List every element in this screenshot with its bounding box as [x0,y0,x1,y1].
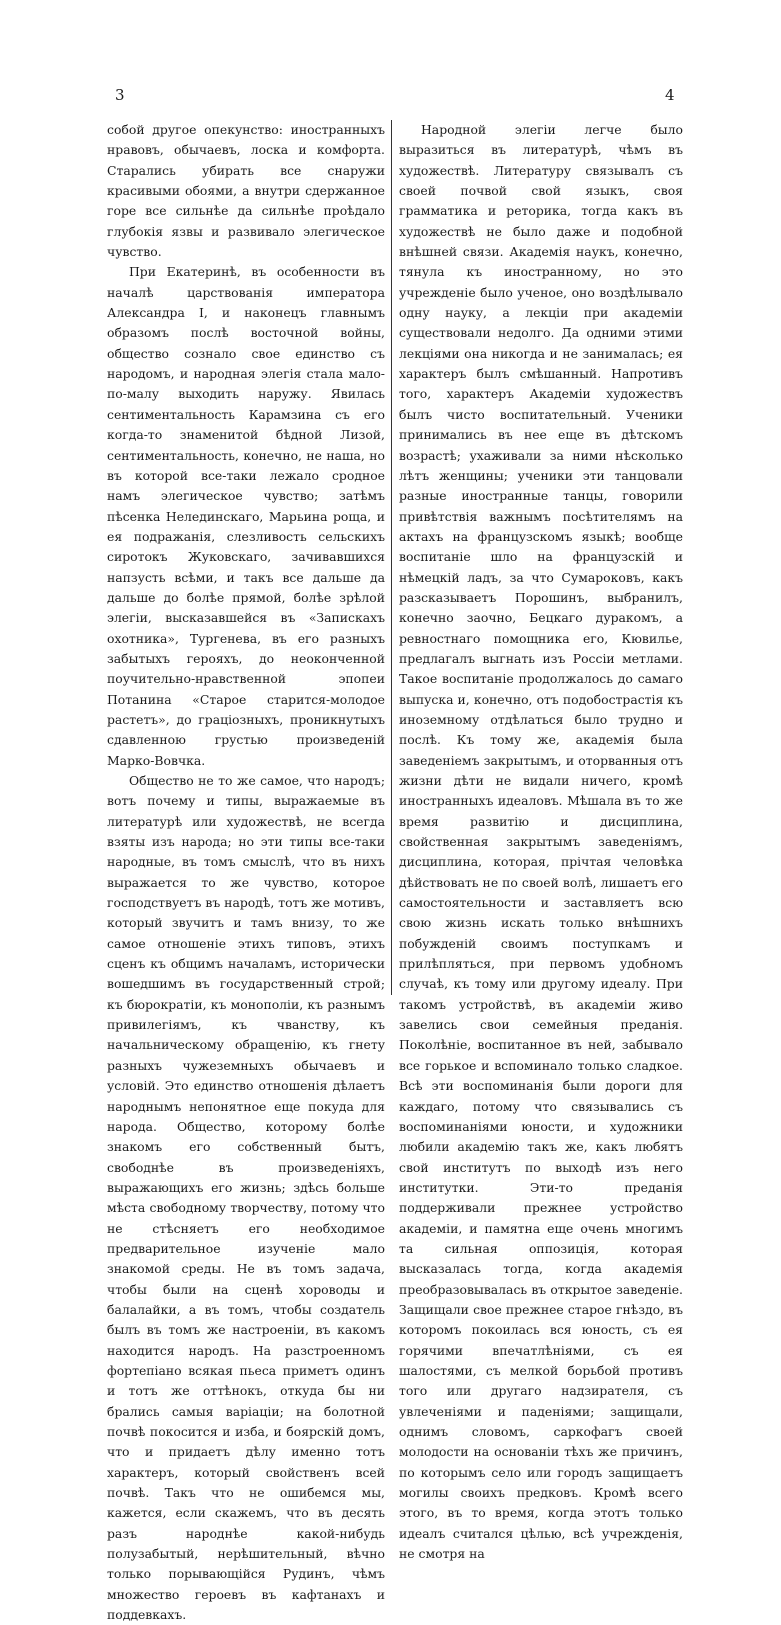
left-page-number: 3 [115,86,125,104]
column-divider [391,120,392,995]
right-page-number: 4 [665,86,675,104]
right-text-column [399,120,683,1564]
paragraph: Народной элегіи легче было выразиться въ литературѣ, чѣмъ въ художествѣ. Литературу связывалъ съ своей почвой свой языкъ, своя грамматика и реторика, тогда какъ въ художествѣ не было даже и подобной внѣшней связи. Академія наукъ, конечно, тянула къ иностранному, но это учрежденіе было ученое, оно воздѣлывало одну науку, а лекціи при академіи существовали недолго. Да одними этими лекціями она никогда и не занималась; ея характеръ былъ смѣшанный. Напротивъ того, характеръ Академіи художествъ былъ чисто воспитательный. Ученики принимались въ нее еще въ дѣтскомъ возрастѣ; ухаживали за ними нѣсколько лѣтъ женщины; ученики эти танцовали разные иностранные танцы, говорили привѣтствія важнымъ посѣтителямъ на актахъ на французскомъ языкѣ; вообще воспитаніе шло на французскій и нѣмецкій ладъ, за что Сумароковъ, какъ разсказываетъ Порошинъ, выбранилъ, конечно заочно, Бецкаго дуракомъ, а ревностнаго помощника его, Кювилье, предлагалъ выгнать изъ Россіи метлами. Такое воспитаніе продолжалось до самаго выпуска и, конечно, отъ подобострастія къ иноземному отдѣлаться было трудно и послѣ. Къ тому же, академія была заведеніемъ закрытымъ, и оторванныя отъ жизни дѣти не видали ничего, кромѣ иностранныхъ идеаловъ. Мѣшала въ то же время развитію и дисциплина, свойственная закрытымъ заведеніямъ, дисциплина, которая, прічтая человѣка дѣйствовать не по своей волѣ, лишаетъ его самостоятельности и заставляетъ всю свою жизнь искать только внѣшнихъ побужденій своимъ поступкамъ и прилѣпляться, при первомъ удобномъ случаѣ, къ тому или другому идеалу. При такомъ устройствѣ, въ академіи живо завелись свои семейныя преданія. Поколѣніе, воспитанное въ ней, забывало все горькое и вспоминало только сладкое. Всѣ эти воспоминанія были дороги для каждаго, потому что связывались съ воспоминаніями юности, и художники любили академію такъ же, какъ любятъ свой институтъ по выходѣ изъ него институтки. Эти-то преданія поддерживали прежнее устройство академіи, и памятна еще очень многимъ та сильная оппозиція, которая высказалась тогда, когда академія преобразовывалась въ открытое заведеніе. Защищали свое прежнее старое гнѣздо, въ которомъ покоилась вся юность, съ ея горячими впечатлѣніями, съ ея шалостями, съ мелкой борьбой противъ того или другаго надзирателя, съ увлеченіями и паденіями; защищали, однимъ словомъ, саркофагъ своей молодости на основаніи тѣхъ же причинъ, по которымъ село или городъ защищаетъ могилы своихъ предковъ. Кромѣ всего этого, въ то время, когда этотъ только идеалъ считался цѣлью, всѣ учрежденія, не смотря на [399,122,683,1562]
paragraph: собой другое опекунство: иностранныхъ нравовъ, обычаевъ, лоска и комфорта. Старались убирать все снаружи красивыми обоями, а внутри сдержанное горе все сильнѣе да сильнѣе проѣдало глубокія язвы и развивало элегическое чувство. [107,122,385,260]
left-text-column [107,120,385,1625]
paragraph: При Екатеринѣ, въ особенности въ началѣ царствованія императора Александра I, и наконецъ главнымъ образомъ послѣ восточной войны, общество сознало свое единство съ народомъ, и народная элегія стала мало-по-малу выходить наружу. Явилась сентиментальность Карамзина съ его когда-то знаменитой бѣдной Лизой, сентиментальность, конечно, не наша, но въ которой все-таки лежало сродное намъ элегическое чувство; затѣмъ пѣсенка Нелединскаго, Марьина роща, и ея подражанія, слезливость сельскихъ сиротокъ Жуковскаго, зачивавшихся напзусть всѣми, и такъ все дальше да дальше до болѣе прямой, болѣе зрѣлой элегіи, высказавшейся въ «Запискахъ охотника», Тургенева, въ его разныхъ забытыхъ герояхъ, до неоконченной поучительно-нравственной эпопеи Потанина «Старое старится-молодое растетъ», до граціозныхъ, проникнутыхъ сдавленною грустью произведеній Марко-Вовчка. [107,264,385,768]
paragraph: Общество не то же самое, что народъ; вотъ почему и типы, выражаемые въ литературѣ или художествѣ, не всегда взяты изъ народа; но эти типы все-таки народные, въ томъ смыслѣ, что въ нихъ выражается то же чувство, которое господствуетъ въ народѣ, тотъ же мотивъ, который звучитъ и тамъ внизу, то же самое отношеніе этихъ типовъ, этихъ сценъ къ общимъ началамъ, исторически вошедшимъ въ государственный строй; къ бюрократіи, къ монополіи, къ разнымъ привилегіямъ, къ чванству, къ начальническому обращенію, къ гнету разныхъ чужеземныхъ обычаевъ и условій. Это единство отношенія дѣлаетъ народнымъ непонятное еще покуда для народа. Общество, которому болѣе знакомъ его собственный бытъ, свободнѣе въ произведеніяхъ, выражающихъ его жизнь; здѣсь больше мѣста свободному творчеству, потому что не стѣсняетъ его необходимое предварительное изученіе мало знакомой среды. Не въ томъ задача, чтобы были на сценѣ хороводы и балалайки, а въ томъ, чтобы создатель былъ въ томъ же настроеніи, въ какомъ находится народъ. На разстроенномъ фортепіано всякая пьеса приметъ одинъ и тотъ же оттѣнокъ, откуда бы ни брались самыя варіаціи; на болотной почвѣ покосится и изба, и боярскій домъ, что и придаетъ дѣлу именно тотъ характеръ, который свойственъ всей почвѣ. Такъ что не ошибемся мы, кажется, если скажемъ, что въ десять разъ народнѣе какой-нибудь полузабытый, нерѣшительный, вѣчно только порывающійся Рудинъ, чѣмъ множество героевъ въ кафтанахъ и поддевкахъ. [107,773,385,1623]
